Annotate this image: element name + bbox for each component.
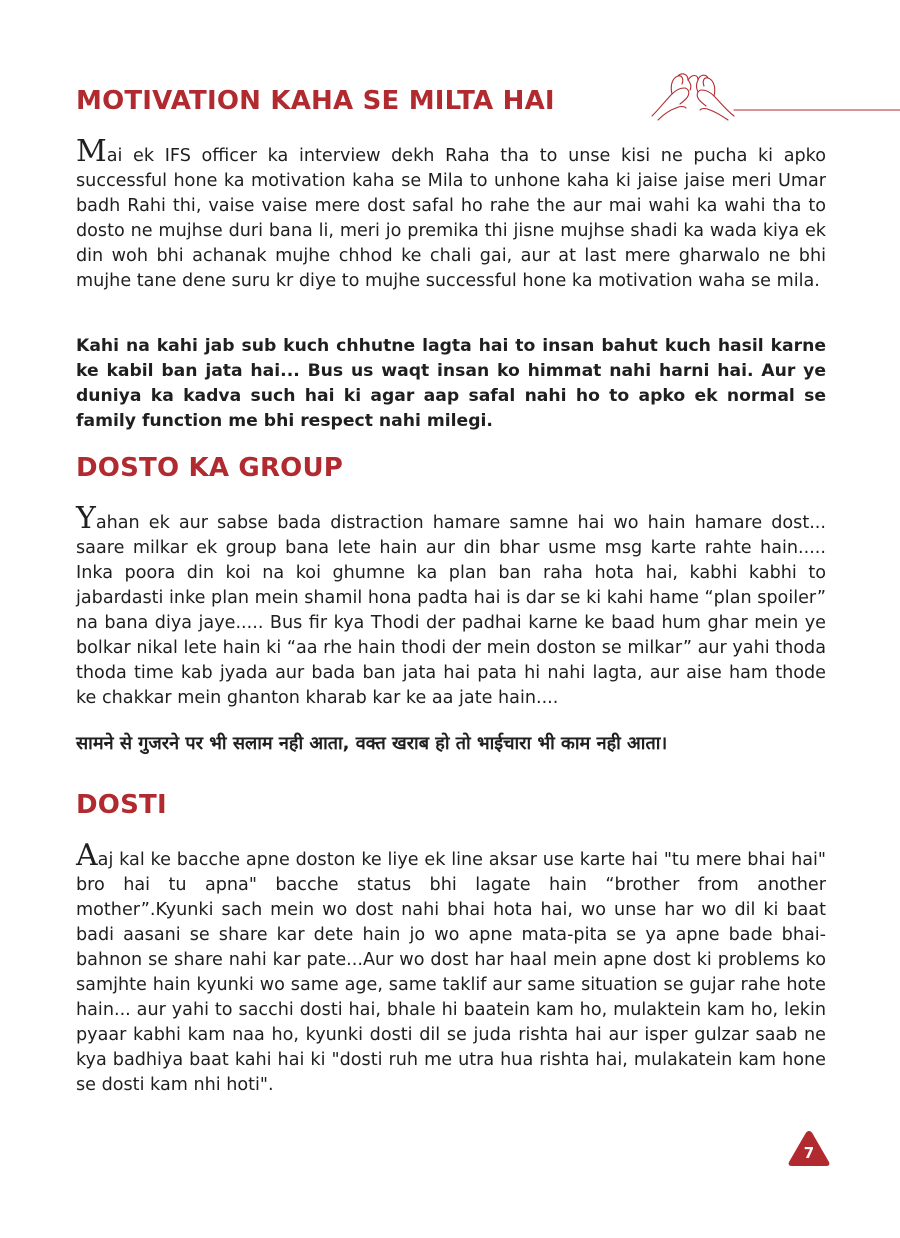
section-paragraph-dosti: [76, 838, 826, 1098]
section-heading-dosto-ka-group: DOSTO KA GROUP: [76, 453, 344, 483]
dropcap: Y: [76, 501, 96, 536]
paragraph-text: ai ek IFS officer ka interview dekh Raha tha to unse kisi ne pucha ki apko successful hone ka motivation kaha se Mila to unhone kaha ki jaise jaise meri Umar badh Rahi thi, vaise vaise mere dost safal ho rahe the aur mai wahi ka wahi tha to dosto ne mujhse duri bana li, meri jo premika thi jisne mujhse shadi ka wada kiya ek din woh bhi achanak mujhe chhod ke chali gai, aur at last mere gharwalo ne bhi mujhe tane dene suru kr diye to mujhe successful hone ka motivation waha se mila.: [76, 146, 826, 291]
section-heading-motivation: MOTIVATION KAHA SE MILTA HAI: [76, 86, 555, 116]
paragraph-text: ahan ek aur sabse bada distraction hamare samne hai wo hain hamare dost... saare milkar ek group bana lete hain aur din bhar usme msg karte rahte hain..... Inka poora din koi na koi ghumne ka plan ban raha hota hai, kabhi kabhi to jabardasti inke plan mein shamil hona padta hai is dar se ki kahi hame “plan spoiler” na bana diya jaye..... Bus fir kya Thodi der padhai karne ke baad hum ghar mein ye bolkar nikal lete hain ki “aa rhe hain thodi der mein doston se milkar” aur yahi thoda thoda time kab jyada aur bada ban jata hai pata hi nahi lagta, aur aise ham thode ke chakkar mein ghanton kharab kar ke aa jate hain....: [76, 513, 827, 708]
page-number-badge: [786, 1128, 832, 1168]
dropcap: A: [76, 838, 98, 873]
paragraph-text: aj kal ke bacche apne doston ke liye ek line aksar use karte hai "tu mere bhai hai" bro hai tu apna" bacche status bhi lagate hain “brother from another mother”.Kyunki sach mein wo dost nahi bhai hota hai, wo unse har wo dil ki baat badi aasani se share kar dete hain jo wo apne mata-pita se ya apne bade bhai-bahnon se share nahi kar pate...Aur wo dost har haal mein apne dost ki problems ko samjhte hain kyunki wo same age, same taklif aur same situation se gujar rahe hote hain... aur yahi to sacchi dosti hai, bhale hi baatein kam ho, mulaktein kam ho, lekin pyaar kabhi kam naa ho, kyunki dosti dil se juda rishta hai aur isper gulzar saab ne kya badhiya baat kahi hai ki "dosti ruh me utra hua rishta hai, mulakatein kam hone se dosti kam nhi hoti".: [76, 850, 826, 1095]
section-paragraph-dosto-ka-group: [76, 501, 827, 711]
section-paragraph-motivation: [76, 134, 826, 294]
page-number: 7: [803, 1144, 815, 1162]
section-highlight-hindi-quote: सामने से गुजरने पर भी सलाम नही आता, वक्त खराब हो तो भाईचारा भी काम नही आता।: [76, 733, 668, 754]
pinky-promise-hands-icon: [648, 70, 900, 122]
dropcap: M: [76, 134, 107, 169]
section-heading-dosti: DOSTI: [76, 790, 167, 820]
section-highlight-motivation: Kahi na kahi jab sub kuch chhutne lagta hai to insan bahut kuch hasil karne ke kabil ban jata hai... Bus us waqt insan ko himmat nahi harni hai. Aur ye duniya ka kadva such hai ki agar aap safal nahi ho to apko ek normal se family function me bhi respect nahi milegi.: [76, 336, 826, 431]
